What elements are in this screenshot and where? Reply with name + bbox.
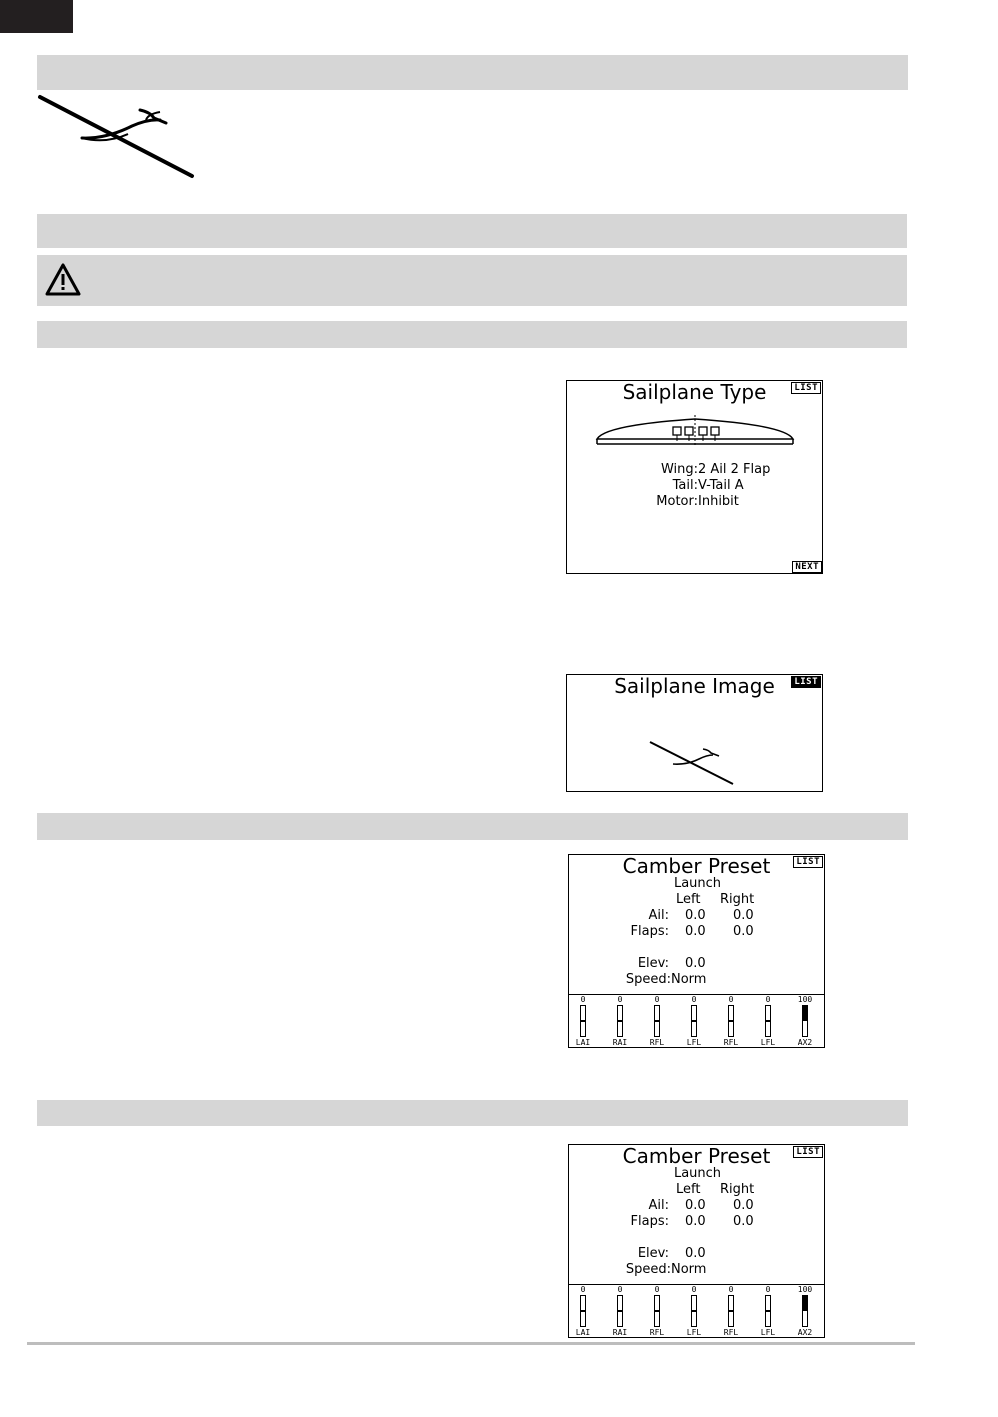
sailplane-image-screen	[566, 674, 823, 792]
list-button[interactable]: LIST	[793, 1146, 823, 1158]
flaps-label: Flaps:	[630, 1214, 669, 1229]
wing-row[interactable]: Wing:2 Ail 2 Flap	[660, 462, 771, 477]
warning-icon	[44, 262, 82, 298]
channel-bar	[691, 1005, 697, 1037]
column-left-header: Left	[676, 892, 701, 907]
section-header-bar-3	[37, 321, 907, 348]
ail-left-value[interactable]: 0.0	[685, 908, 706, 923]
elev-value[interactable]: 0.0	[685, 1246, 706, 1261]
channel-bar	[654, 1005, 660, 1037]
elev-value[interactable]: 0.0	[685, 956, 706, 971]
camber-preset-screen-2	[568, 1144, 825, 1338]
ail-label: Ail:	[648, 1198, 669, 1213]
channel-lai: 0 LAI	[575, 995, 591, 1047]
channel-bar	[617, 1295, 623, 1327]
channel-lfl: 0 LFL	[686, 995, 702, 1047]
flaps-right-value[interactable]: 0.0	[733, 1214, 754, 1229]
list-button[interactable]: LIST	[791, 382, 821, 394]
channel-bar	[580, 1295, 586, 1327]
channel-lfl-2: 0 LFL	[760, 995, 776, 1047]
channel-bar	[765, 1295, 771, 1327]
page-title: Sailplane Type	[622, 380, 767, 404]
mode-label[interactable]: Launch	[673, 1166, 722, 1181]
elev-label: Elev:	[637, 956, 669, 971]
next-button[interactable]: NEXT	[792, 561, 822, 573]
section-header-bar-4	[37, 813, 908, 840]
column-right-header: Right	[720, 1182, 755, 1197]
section-header-bar-1	[37, 55, 908, 90]
column-right-header: Right	[720, 892, 755, 907]
flaps-left-value[interactable]: 0.0	[685, 924, 706, 939]
page-title: Sailplane Image	[614, 674, 775, 698]
channel-bar	[728, 1005, 734, 1037]
channel-fill	[655, 1310, 659, 1312]
ail-right-value[interactable]: 0.0	[733, 1198, 754, 1213]
channel-bar	[802, 1005, 808, 1037]
glider-illustration	[36, 92, 198, 182]
page-title: Camber Preset	[622, 854, 771, 878]
channel-fill	[655, 1020, 659, 1022]
channel-fill	[618, 1020, 622, 1022]
channel-monitor	[569, 994, 824, 1047]
channel-fill	[581, 1020, 585, 1022]
channel-fill	[692, 1310, 696, 1312]
channel-bar	[802, 1295, 808, 1327]
speed-value[interactable]: Norm	[671, 972, 707, 987]
speed-label: Speed:	[625, 972, 671, 987]
channel-rfl: 0 RFL	[649, 1285, 665, 1337]
flaps-left-value[interactable]: 0.0	[685, 1214, 706, 1229]
ail-left-value[interactable]: 0.0	[685, 1198, 706, 1213]
list-button[interactable]: LIST	[793, 856, 823, 868]
channel-ax2: 100 AX2	[797, 1285, 813, 1337]
flaps-right-value[interactable]: 0.0	[733, 924, 754, 939]
channel-fill	[729, 1020, 733, 1022]
sailplane-type-screen	[566, 380, 823, 574]
section-header-bar-2	[37, 214, 907, 248]
column-left-header: Left	[676, 1182, 701, 1197]
page-corner-tab	[0, 0, 73, 33]
channel-lfl: 0 LFL	[686, 1285, 702, 1337]
channel-fill	[766, 1310, 770, 1312]
channel-bar	[691, 1295, 697, 1327]
channel-bar	[617, 1005, 623, 1037]
channel-lfl-2: 0 LFL	[760, 1285, 776, 1337]
channel-monitor	[569, 1284, 824, 1337]
channel-fill	[729, 1310, 733, 1312]
channel-fill	[581, 1310, 585, 1312]
channel-fill	[618, 1310, 622, 1312]
tail-row[interactable]: Tail:V-Tail A	[672, 478, 744, 493]
channel-rfl-2: 0 RFL	[723, 1285, 739, 1337]
channel-rai: 0 RAI	[612, 1285, 628, 1337]
channel-fill	[803, 1296, 807, 1311]
channel-fill	[766, 1020, 770, 1022]
glider-preview-icon	[647, 739, 737, 787]
channel-ax2: 100 AX2	[797, 995, 813, 1047]
channel-bar	[580, 1005, 586, 1037]
camber-preset-screen-1	[568, 854, 825, 1048]
mode-label[interactable]: Launch	[673, 876, 722, 891]
channel-rfl: 0 RFL	[649, 995, 665, 1047]
section-header-bar-5	[37, 1100, 908, 1126]
channel-rfl-2: 0 RFL	[723, 995, 739, 1047]
elev-label: Elev:	[637, 1246, 669, 1261]
list-button[interactable]: LIST	[791, 676, 821, 688]
channel-bar	[728, 1295, 734, 1327]
channel-fill	[803, 1006, 807, 1021]
ail-right-value[interactable]: 0.0	[733, 908, 754, 923]
flaps-label: Flaps:	[630, 924, 669, 939]
ail-label: Ail:	[648, 908, 669, 923]
channel-fill	[692, 1020, 696, 1022]
footer-rule	[27, 1342, 915, 1345]
channel-rai: 0 RAI	[612, 995, 628, 1047]
motor-row[interactable]: Motor:Inhibit	[656, 494, 739, 509]
channel-bar	[654, 1295, 660, 1327]
speed-value[interactable]: Norm	[671, 1262, 707, 1277]
page-title: Camber Preset	[622, 1144, 771, 1168]
warning-box	[37, 255, 907, 306]
channel-lai: 0 LAI	[575, 1285, 591, 1337]
speed-label: Speed:	[625, 1262, 671, 1277]
wing-diagram	[595, 411, 797, 451]
channel-bar	[765, 1005, 771, 1037]
